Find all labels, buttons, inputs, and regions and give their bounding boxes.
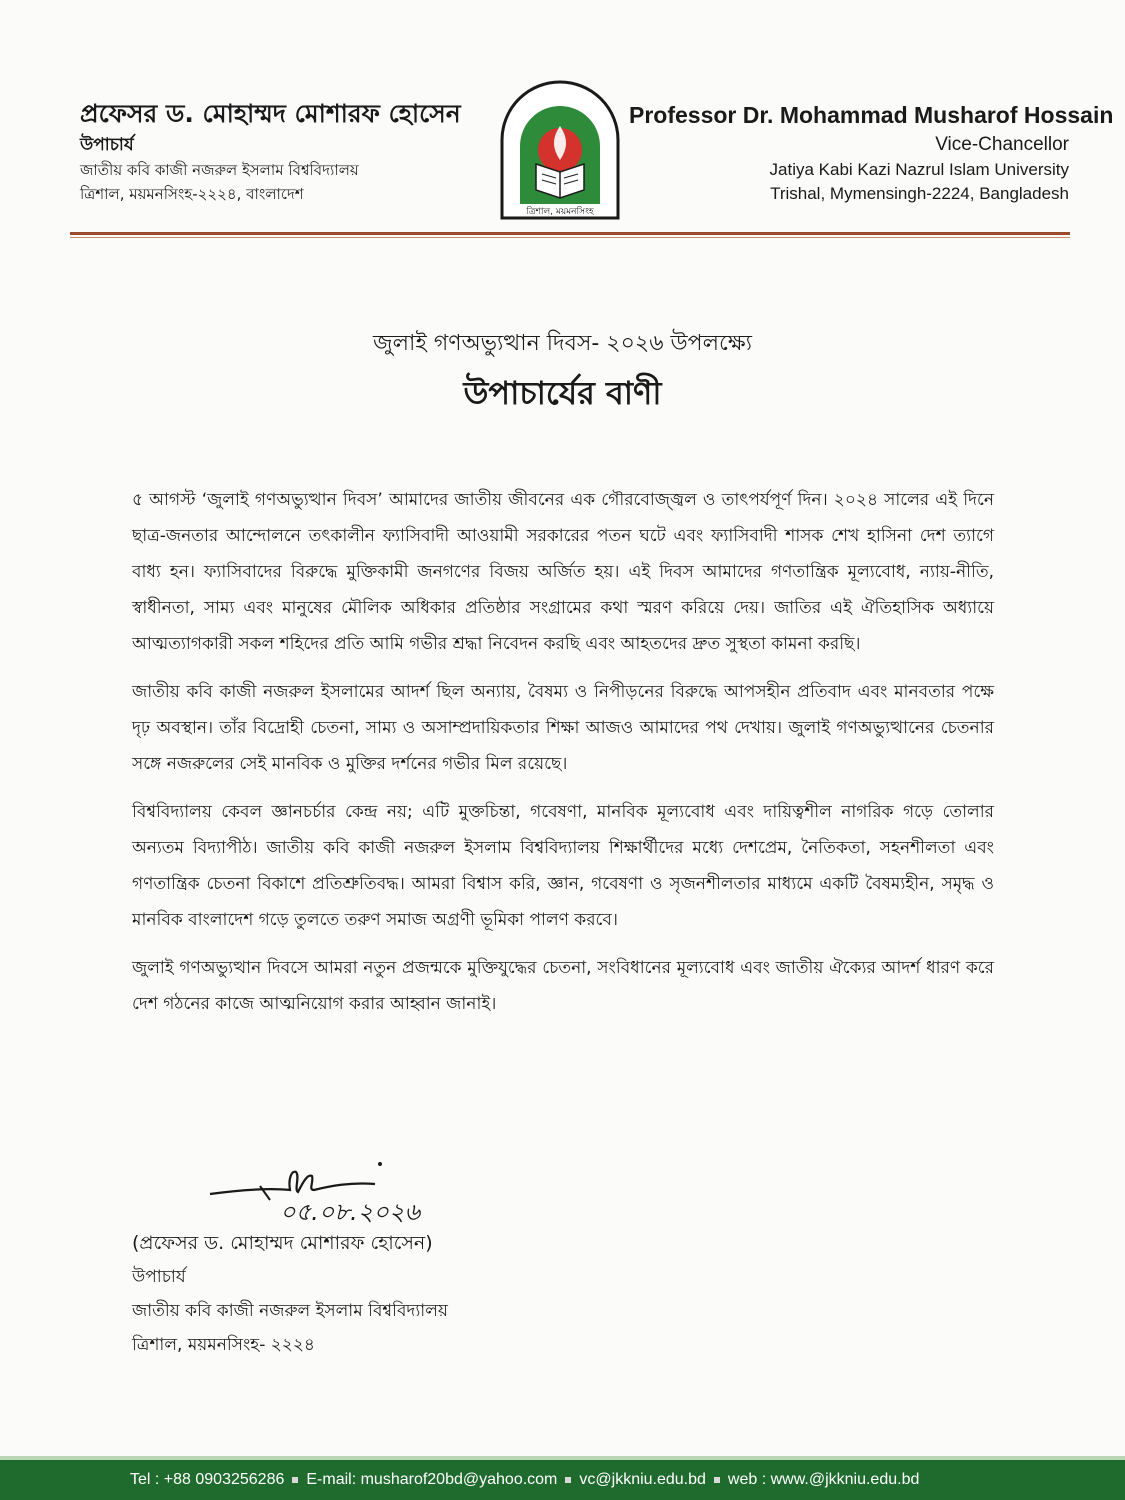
footer-contact xyxy=(130,1460,919,1500)
separator-dot-icon xyxy=(714,1477,720,1483)
english-address: Trishal, Mymensingh-2224, Bangladesh xyxy=(770,184,1069,203)
footer-email[interactable]: E-mail: musharof20bd@yahoo.com xyxy=(306,1471,558,1488)
header-rule-thin xyxy=(70,237,1070,238)
signatory-university: জাতীয় কবি কাজী নজরুল ইসলাম বিশ্ববিদ্যালয় xyxy=(132,1301,448,1321)
english-title: Vice-Chancellor xyxy=(935,134,1069,155)
logo-caption: ত্রিশাল, ময়মনসিংহ xyxy=(526,207,594,217)
bengali-header xyxy=(80,96,500,206)
bengali-university: জাতীয় কবি কাজী নজরুল ইসলাম বিশ্ববিদ্যালয় xyxy=(80,161,359,179)
separator-dot-icon xyxy=(565,1477,571,1483)
handwritten-signature xyxy=(200,1160,490,1230)
heading-title: উপাচার্যের বাণী xyxy=(463,374,662,412)
message-heading xyxy=(0,326,1125,418)
paragraph: জুলাই গণঅভ্যুত্থান দিবসে আমরা নতুন প্রজন্মকে মুক্তিযুদ্ধের চেতনা, সংবিধানের মূল্যবোধ এবং জাতীয় ঐক্যের আদর্শ ধারণ করে দেশ গঠনের কাজে আত্মনিয়োগ করার আহ্বান জানাই। xyxy=(132,958,994,1014)
letterhead xyxy=(0,0,1125,240)
signatory-address: ত্রিশাল, ময়মনসিংহ- ২২২৪ xyxy=(132,1335,315,1355)
english-university: Jatiya Kabi Kazi Nazrul Islam University xyxy=(769,160,1069,179)
footer-email-2[interactable]: vc@jkkniu.edu.bd xyxy=(579,1471,706,1488)
footer-web[interactable]: web : www.@jkkniu.edu.bd xyxy=(727,1471,920,1488)
bengali-name: প্রফেসর ড. মোহাম্মদ মোশারফ হোসেন xyxy=(80,99,461,128)
english-header xyxy=(629,98,1114,206)
paragraph: বিশ্ববিদ্যালয় কেবল জ্ঞানচর্চার কেন্দ্র নয়; এটি মুক্তচিন্তা, গবেষণা, মানবিক মূল্যবোধ এবং দায়িত্বশীল নাগরিক গড়ে তোলার অন্যতম বিদ্যাপীঠ। জাতীয় কবি কাজী নজরুল ইসলাম বিশ্ববিদ্যালয় শিক্ষার্থীদের মধ্যে দেশপ্রেম, নৈতিকতা, সহনশীলতা এবং গণতান্ত্রিক চেতনা বিকাশে প্রতিশ্রুতিবদ্ধ। আমরা বিশ্বাস করি, জ্ঞান, গবেষণা ও সৃজনশীলতার মাধ্যমে একটি বৈষম্যহীন, সমৃদ্ধ ও মানবিক বাংলাদেশ গড়ে তুলতে তরুণ সমাজ অগ্রণী ভূমিকা পালণ করবে। xyxy=(132,802,994,930)
heading-subtitle: জুলাই গণঅভ্যুত্থান দিবস- ২০২৬ উপলক্ষ্যে xyxy=(372,331,753,356)
header-rule xyxy=(70,232,1070,235)
signature-date: ০৫.০৮.২০২৬ xyxy=(280,1198,421,1226)
paragraph: ৫ আগস্ট ‘জুলাই গণঅভ্যুত্থান দিবস’ আমাদের জাতীয় জীবনের এক গৌরবোজ্জ্বল ও তাৎপর্যপূর্ণ দিন। ২০২৪ সালের এই দিনে ছাত্র-জনতার আন্দোলনে তৎকালীন ফ্যাসিবাদী আওয়ামী সরকারের পতন ঘটে এবং ফ্যাসিবাদী শাসক শেখ হাসিনা দেশ ত্যাগে বাধ্য হন। ফ্যাসিবাদের বিরুদ্ধে মুক্তিকামী জনগণের বিজয় অর্জিত হয়। এই দিবস আমাদের গণতান্ত্রিক মূল্যবোধ, ন্যায়-নীতি, স্বাধীনতা, সাম্য এবং মানুষের মৌলিক অধিকার প্রতিষ্ঠার সংগ্রামের কথা স্মরণ করিয়ে দেয়। জাতির এই ঐতিহাসিক অধ্যায়ে আত্মত্যাগকারী সকল শহিদের প্রতি আমি গভীর শ্রদ্ধা নিবেদন করছি এবং আহতদের দ্রুত সুস্থতা কামনা করছি। xyxy=(132,490,994,654)
bengali-address: ত্রিশাল, ময়মনসিংহ-২২২৪, বাংলাদেশ xyxy=(80,185,304,203)
signature-block xyxy=(132,1226,448,1362)
signatory-title: উপাচার্য xyxy=(132,1267,186,1287)
signatory-name: (প্রফেসর ড. মোহাম্মদ মোশারফ হোসেন) xyxy=(132,1232,433,1254)
footer xyxy=(0,1460,1125,1500)
paragraph: জাতীয় কবি কাজী নজরুল ইসলামের আদর্শ ছিল অন্যায়, বৈষম্য ও নিপীড়নের বিরুদ্ধে আপসহীন প্রতিবাদ এবং মানবতার পক্ষে দৃঢ় অবস্থান। তাঁর বিদ্রোহী চেতনা, সাম্য ও অসাম্প্রদায়িকতার শিক্ষা আজও আমাদের পথ দেখায়। জুলাই গণঅভ্যুত্থানের চেতনার সঙ্গে নজরুলের সেই মানবিক ও মুক্তির দর্শনের গভীর মিল রয়েছে। xyxy=(132,682,994,774)
message-body xyxy=(132,482,994,1034)
footer-tel: Tel : +88 0903256286 xyxy=(130,1471,285,1488)
english-name: Professor Dr. Mohammad Musharof Hossain xyxy=(629,102,1114,128)
bengali-title: উপাচার্য xyxy=(80,135,134,155)
separator-dot-icon xyxy=(292,1477,298,1483)
